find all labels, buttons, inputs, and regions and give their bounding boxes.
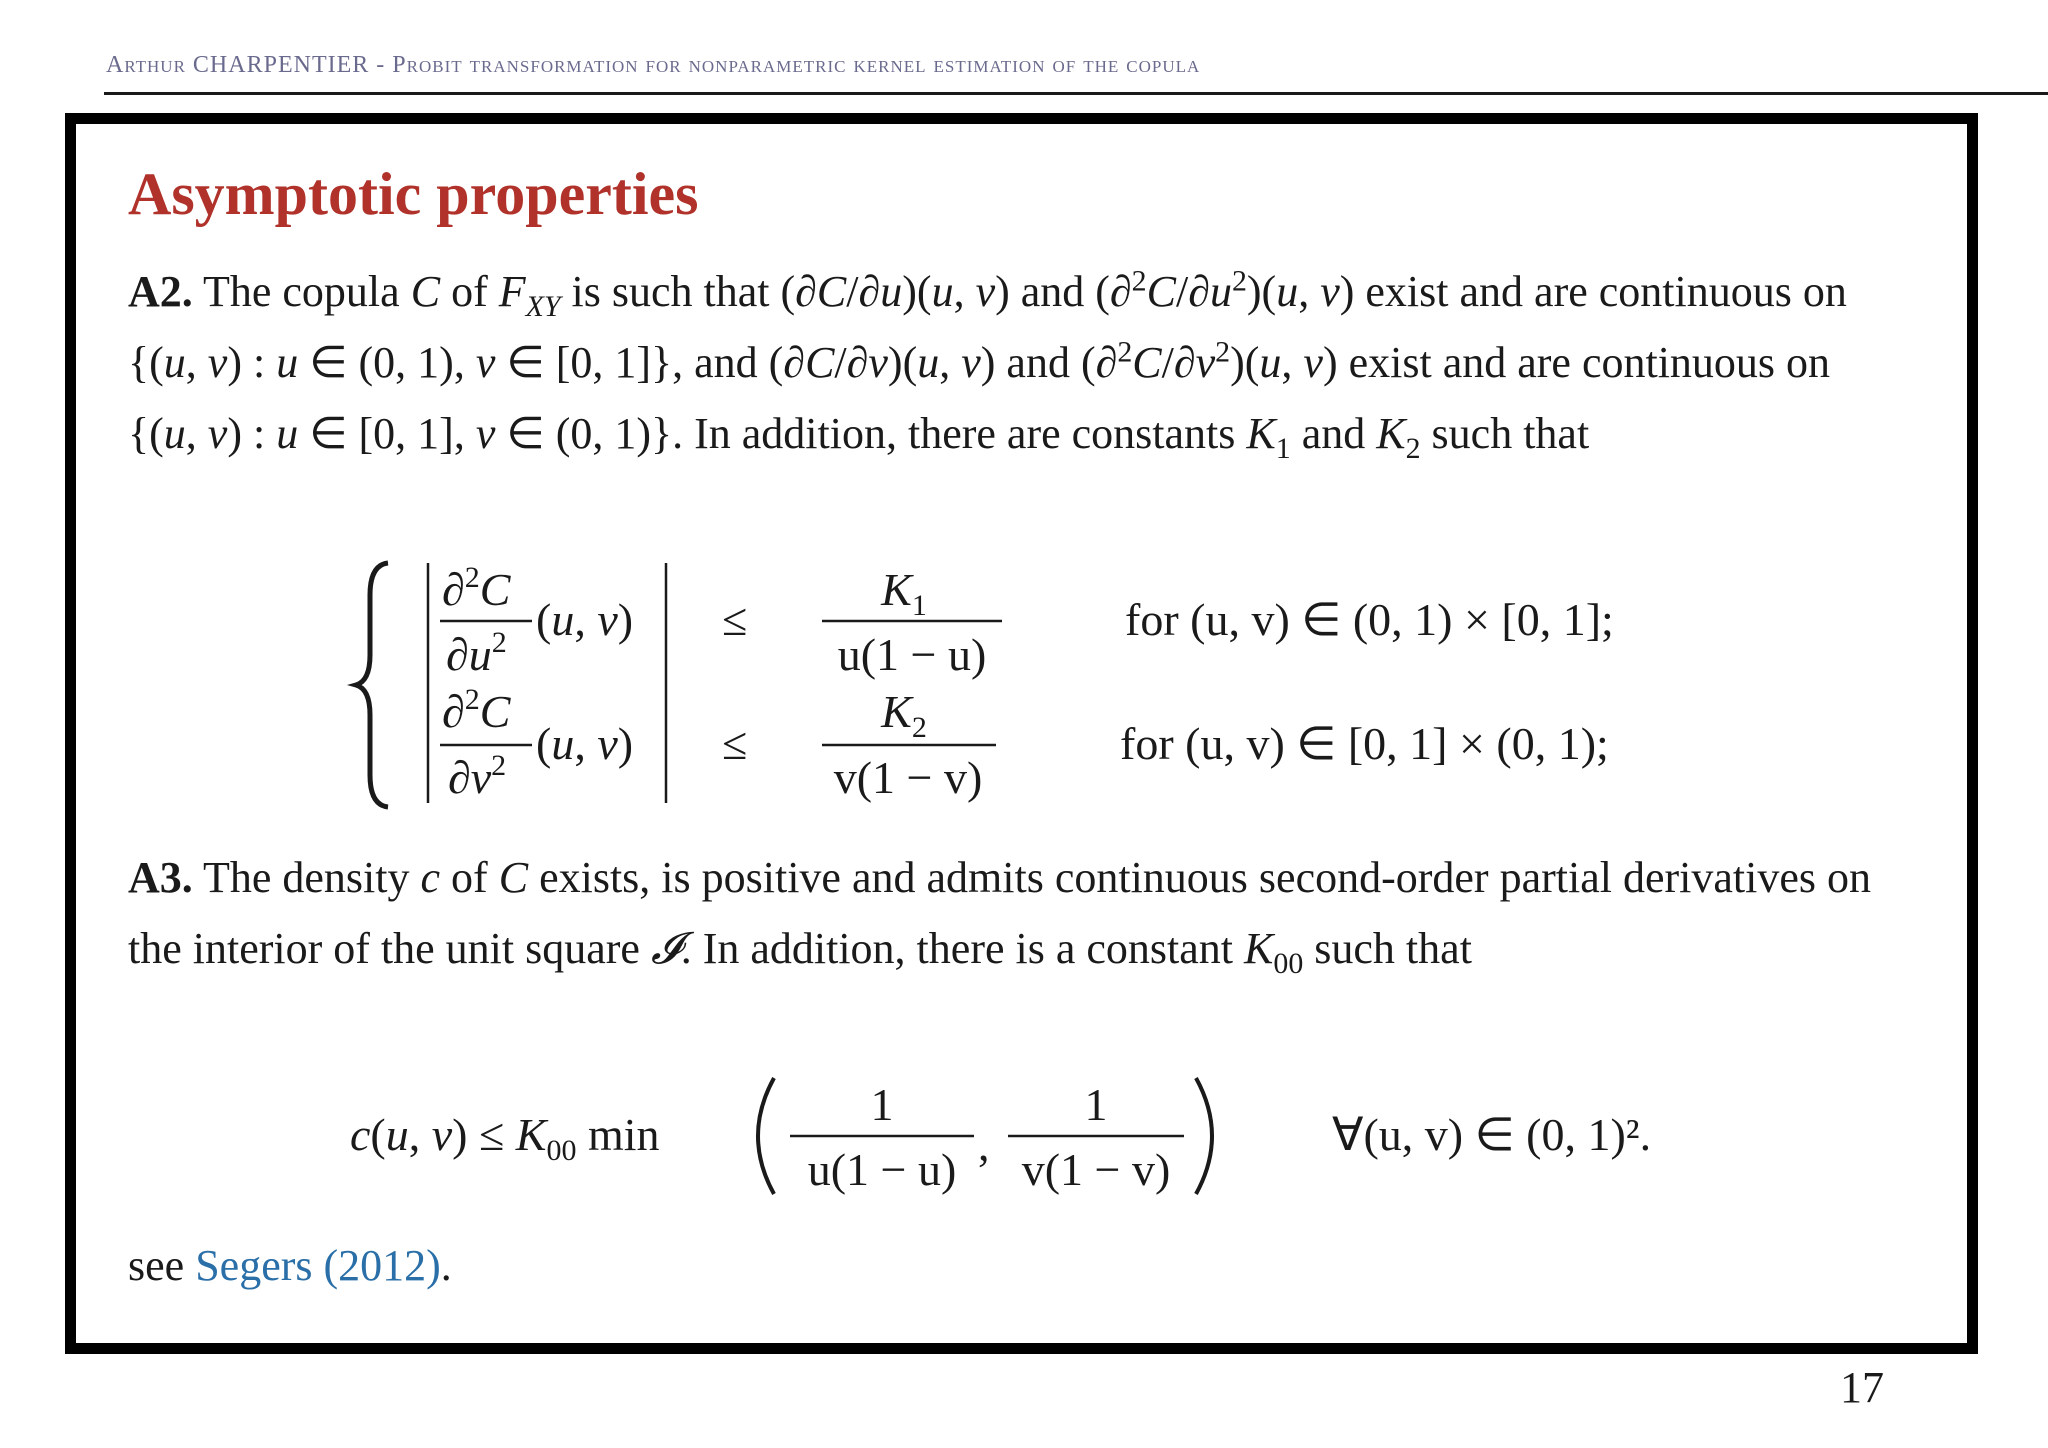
rhs-den-1: u(1 − u) xyxy=(837,629,987,680)
assumption-a3 xyxy=(128,842,1908,984)
rhs-num-1: $K_1$ xyxy=(881,564,927,622)
a2-text-rendered: The copula C of $F_{XY}$ is such that (∂C/∂u)(u, v) and $(\partial^2C/\partial u^2)(u$, v) exist and are continuous on {(u, v) : u ∈ (0, 1), v ∈ [0, 1]}, and (∂C/∂v)(u, v) and $(\partial^2C/\partial v^2)(u$, v) exist and are continuous on {(u, v) : u ∈ [0, 1], v ∈ (0, 1)}. In addition, there are constants $K_1$ and $K_2$ such that xyxy=(128,264,1847,465)
header-author: Arthur CHARPENTIER xyxy=(106,52,370,78)
a3-text-rendered: The density c of C exists, is positive and admits continuous second-order partial derivatives on the interior of the unit square 𝓘. In addition, there is a constant $K_{00}$ such that xyxy=(128,853,1872,980)
left-paren xyxy=(758,1078,774,1194)
a3-quantifier: ∀(u, v) ∈ (0, 1)². xyxy=(1332,1109,1652,1160)
header-separator: - xyxy=(369,52,393,78)
uv-arg-2: (u, v) xyxy=(536,718,634,769)
left-brace xyxy=(356,563,388,807)
rhs-num-2: $K_2$ xyxy=(881,686,927,744)
uv-arg-1: (u, v) xyxy=(536,594,634,645)
comma: , xyxy=(978,1119,990,1170)
header-title: Probit transformation for nonparametric kernel estimation of the copula xyxy=(392,52,1201,78)
running-header xyxy=(106,52,1200,79)
a2-label: A2. xyxy=(128,267,193,316)
d2c-den-1: $\partial u^2$ xyxy=(446,626,507,680)
rel-1: ≤ xyxy=(722,594,748,645)
a2-cases-equation xyxy=(360,555,1700,815)
a3-lhs: c(u, $v) \le K_{00}$ min xyxy=(350,1109,660,1167)
a3-equation xyxy=(350,1070,1720,1210)
frac1-num: 1 xyxy=(870,1079,894,1130)
frac1-den: u(1 − u) xyxy=(807,1144,957,1195)
see-line xyxy=(128,1240,452,1291)
page-number: 17 xyxy=(1840,1363,1884,1412)
rel-2: ≤ xyxy=(722,718,748,769)
citation-link[interactable]: Segers (2012) xyxy=(195,1241,441,1290)
frac2-den: v(1 − v) xyxy=(1021,1144,1171,1195)
a3-label: A3. xyxy=(128,853,193,902)
d2c-num-2: ∂$^2$C xyxy=(442,683,511,737)
cond-1: for (u, v) ∈ (0, 1) × [0, 1]; xyxy=(1125,594,1614,645)
d2c-num-1: ∂$^2$C xyxy=(442,561,511,615)
slide-title: Asymptotic properties xyxy=(128,161,699,227)
assumption-a2 xyxy=(128,256,1908,469)
d2c-den-2: $\partial v^2$ xyxy=(448,749,507,803)
see-prefix: see xyxy=(128,1241,196,1290)
frac2-num: 1 xyxy=(1084,1079,1108,1130)
header-rule xyxy=(104,92,2048,95)
right-paren xyxy=(1196,1078,1212,1194)
rhs-den-2: v(1 − v) xyxy=(833,752,983,803)
cond-2: for (u, v) ∈ [0, 1] × (0, 1); xyxy=(1120,718,1609,769)
see-suffix: . xyxy=(440,1241,452,1290)
